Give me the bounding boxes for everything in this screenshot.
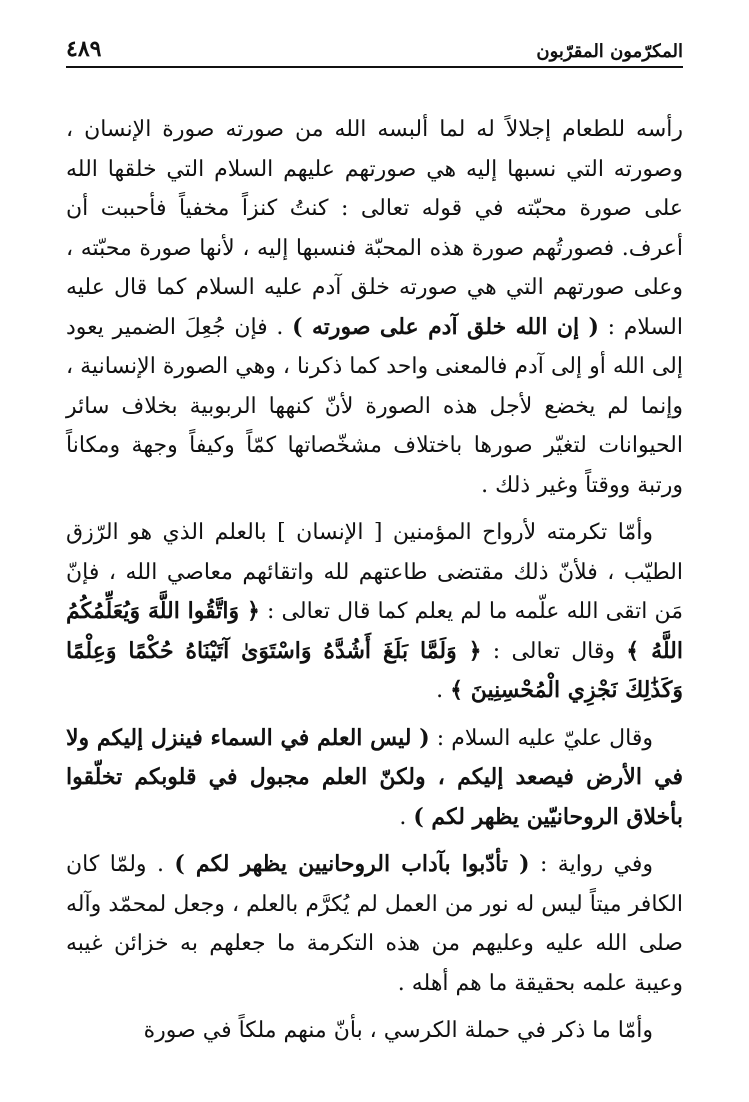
text-segment: وقال تعالى : bbox=[481, 638, 627, 664]
paragraph bbox=[66, 513, 683, 711]
text-segment: . bbox=[399, 804, 414, 830]
quran-verse: ﴿ وَلَمَّا بَلَغَ أَشُدَّهُ وَاسْتَوَىٰ آتَيْنَاهُ حُكْمًا وَعِلْمًا وَكَذَٰلِكَ نَجْزِي الْمُحْسِنِينَ ﴾ bbox=[66, 637, 683, 703]
quran-verse: ﴿ وَاتَّقُوا اللَّهَ وَيُعَلِّمُكُمُ اللَّهُ ﴾ bbox=[66, 598, 683, 664]
quoted-hadith: ( ليس العلم في السماء فينزل إليكم ولا في الأرض فيصعد إليكم ، ولكنّ العلم مجبول في قلوبكم تخلّقوا بأخلاق الروحانيّين يظهر لكم ) bbox=[66, 724, 683, 830]
body-text bbox=[66, 110, 683, 1051]
text-segment: . فإن جُعِلَ الضمير يعود إلى الله أو إلى آدم فالمعنى واحد كما ذكرنا ، وهي الصورة الإنسانية ، وإنما لم يخضع لأجل هذه الصورة لأنّ كنهها الربوبية بخلاف سائر الحيوانات لتغيّر صورها باختلاف مشخّصاتها كمّاً وكيفاً وجهة ومكاناً ورتبة ووقتاً وغير ذلك . bbox=[66, 314, 683, 498]
text-segment: . ولمّا كان الكافر ميتاً ليس له نور من العمل لم يُكرَّم بالعلم ، وجعل لمحمّد وآله صلى الله عليه وعليهم من هذه التكرمة ما جعلهم به خزائن غيبه وعيبة علمه بحقيقة ما هم أهله . bbox=[66, 852, 683, 996]
paragraph bbox=[66, 110, 683, 505]
text-segment: وقال عليّ عليه السلام : bbox=[429, 725, 653, 751]
running-title: المكرّمون المقرّبون bbox=[536, 41, 683, 62]
quoted-hadith: ( تأدّبوا بآداب الروحانيين يظهر لكم ) bbox=[174, 851, 530, 877]
text-segment: وأمّا تكرمته لأرواح المؤمنين [ الإنسان ] بالعلم الذي هو الرّزق الطيّب ، فلأنّ ذلك مقتضى طاعتهم لله واتقائهم معاصي الله ، فإنّ مَن اتقى الله علّمه ما لم يعلم كما قال تعالى : bbox=[66, 520, 683, 624]
text-segment: . bbox=[436, 678, 451, 703]
paragraph bbox=[66, 845, 683, 1003]
paragraph bbox=[66, 1011, 683, 1051]
text-segment: وأمّا ما ذكر في حملة الكرسي ، بأنّ منهم ملكاً في صورة bbox=[143, 1018, 653, 1043]
text-segment: وفي رواية : bbox=[529, 852, 654, 877]
paragraph bbox=[66, 719, 683, 838]
text-segment: رأسه للطعام إجلالاً له لما ألبسه الله من صورته صورة الإنسان ، وصورته التي نسبها إليه هي صورتهم عليهم السلام التي خلقها الله على صورة محبّته في قوله تعالى : كنتُ كنزاً مخفياً فأحببت أن أعرف. فصورتُهم صورة هذه المحبّة فنسبها إليه ، لأنها صورة محبّته ، وعلى صورتهم التي هي صورته خلق آدم عليه السلام كما قال عليه السلام : bbox=[66, 117, 683, 340]
page-number: ٤٨٩ bbox=[66, 36, 102, 62]
page-header bbox=[66, 22, 683, 68]
quoted-hadith: ( إن الله خلق آدم على صورته ) bbox=[292, 313, 599, 340]
